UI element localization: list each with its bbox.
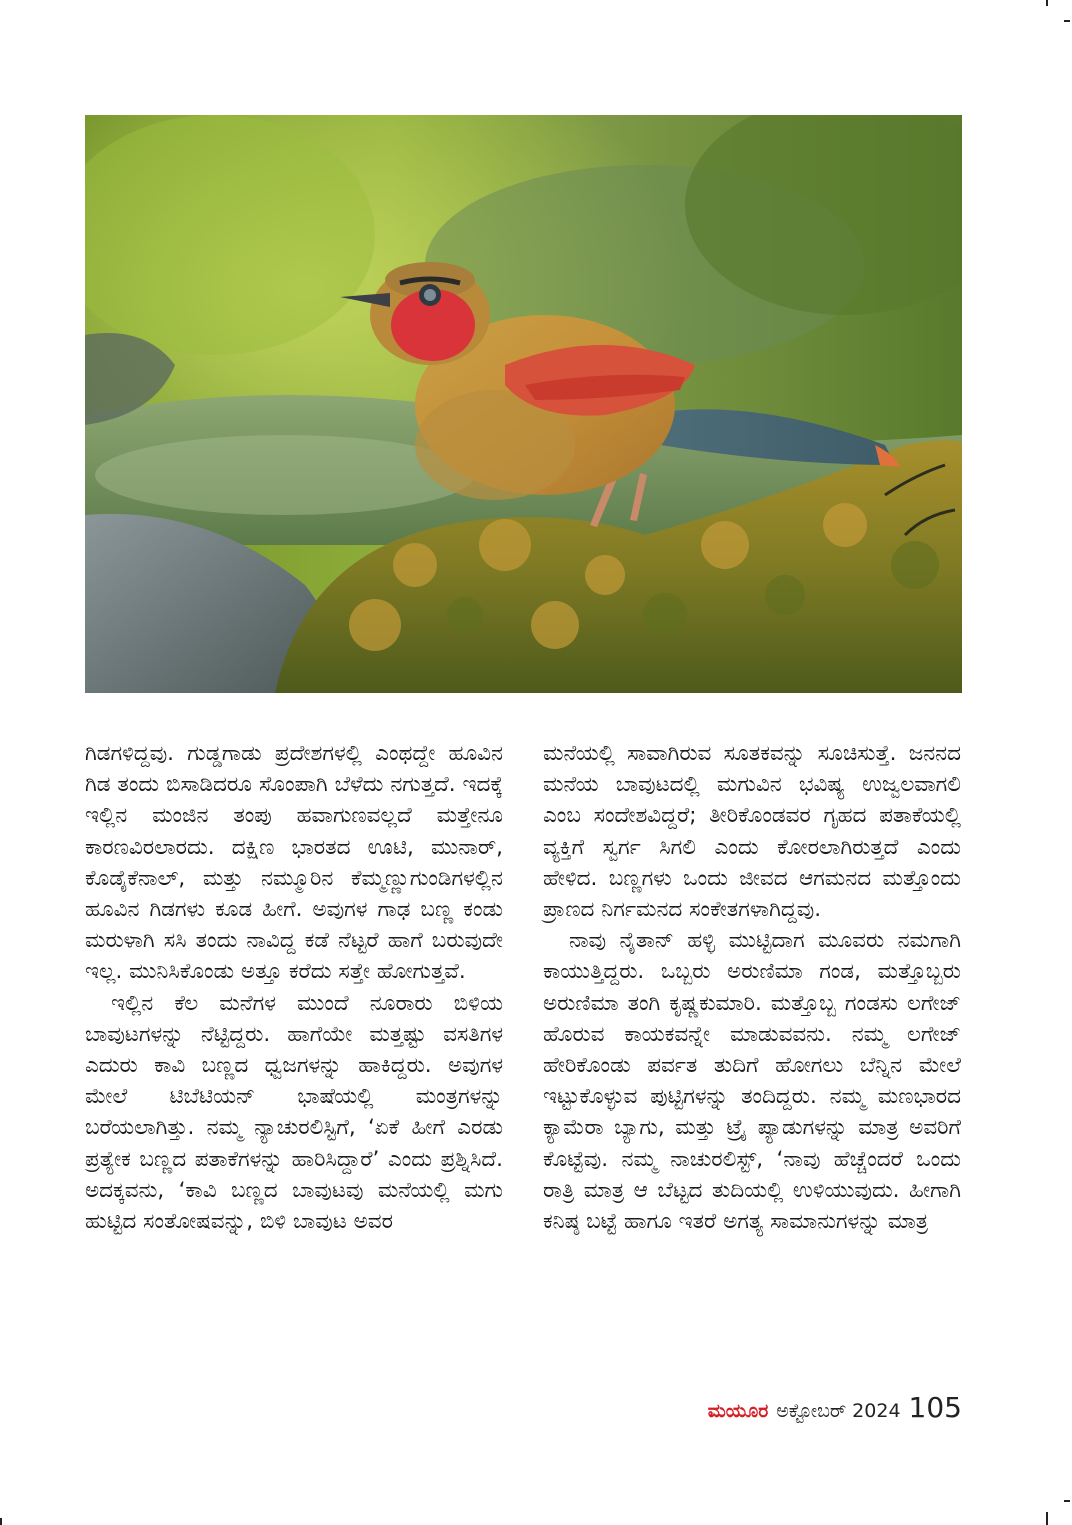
paragraph: ಮನೆಯಲ್ಲಿ ಸಾವಾಗಿರುವ ಸೂತಕವನ್ನು ಸೂಚಿಸುತ್ತೆ. ಜನನದ ಮನೆಯ ಬಾವುಟದಲ್ಲಿ ಮಗುವಿನ ಭವಿಷ್ಯ ಉಜ್ವಲವಾಗಲಿ ಎಂಬ ಸಂದೇಶವಿದ್ದರೆ; ತೀರಿಕೊಂಡವರ ಗೃಹದ ಪತಾಕೆಯಲ್ಲಿ ವ್ಯಕ್ತಿಗೆ ಸ್ವರ್ಗ ಸಿಗಲಿ ಎಂದು ಕೋರಲಾಗಿರುತ್ತದೆ ಎಂದು ಹೇಳಿದ. ಬಣ್ಣಗಳು ಒಂದು ಜೀವದ ಆಗಮನದ ಮತ್ತೊಂದು ಪ್ರಾಣದ ನಿರ್ಗಮನದ ಸಂಕೇತಗಳಾಗಿದ್ದವು. — [543, 741, 961, 923]
text-column-left — [85, 738, 503, 1237]
paragraph: ಗಿಡಗಳಿದ್ದವು. ಗುಡ್ಡಗಾಡು ಪ್ರದೇಶಗಳಲ್ಲಿ ಎಂಥದ್ದೇ ಹೂವಿನ ಗಿಡ ತಂದು ಬಿಸಾಡಿದರೂ ಸೊಂಪಾಗಿ ಬೆಳೆದು ನಗುತ್ತದೆ. ಇದಕ್ಕೆ ಇಲ್ಲಿನ ಮಂಜಿನ ತಂಪು ಹವಾಗುಣವಲ್ಲದೆ ಮತ್ತೇನೂ ಕಾರಣವಿರಲಾರದು. ದಕ್ಷಿಣ ಭಾರತದ ಊಟಿ, ಮುನಾರ್, ಕೊಡೈಕೆನಾಲ್, ಮತ್ತು ನಮ್ಮೂರಿನ ಕೆಮ್ಮಣ್ಣುಗುಂಡಿಗಳಲ್ಲಿನ ಹೂವಿನ ಗಿಡಗಳು ಕೂಡ ಹೀಗೆ. ಅವುಗಳ ಗಾಢ ಬಣ್ಣ ಕಂಡು ಮರುಳಾಗಿ ಸಸಿ ತಂದು ನಾವಿದ್ದ ಕಡೆ ನೆಟ್ಟರೆ ಹಾಗೆ ಬರುವುದೇ ಇಲ್ಲ. ಮುನಿಸಿಕೊಂಡು ಅತ್ತೂ ಕರೆದು ಸತ್ತೇ ಹೋಗುತ್ತವೆ. — [85, 741, 503, 985]
crop-mark — [1046, 1512, 1048, 1525]
issue-date: ಅಕ್ಟೋಬರ್ 2024 — [776, 1400, 901, 1422]
crop-mark — [1064, 1500, 1070, 1502]
magazine-name: ಮಯೂರ — [707, 1400, 769, 1422]
paragraph: ಇಲ್ಲಿನ ಕೆಲ ಮನೆಗಳ ಮುಂದೆ ನೂರಾರು ಬಿಳಿಯ ಬಾವುಟಗಳನ್ನು ನೆಟ್ಟಿದ್ದರು. ಹಾಗೆಯೇ ಮತ್ತಷ್ಟು ವಸತಿಗಳ ಎದುರು ಕಾವಿ ಬಣ್ಣದ ಧ್ವಜಗಳನ್ನು ಹಾಕಿದ್ದರು. ಅವುಗಳ ಮೇಲೆ ಟಿಬೆಟಿಯನ್ ಭಾಷೆಯಲ್ಲಿ ಮಂತ್ರಗಳನ್ನು ಬರೆಯಲಾಗಿತ್ತು. ನಮ್ಮ ನ್ಯಾಚುರಲಿಸ್ಟಿಗೆ, ‘ಏಕೆ ಹೀಗೆ ಎರಡು ಪ್ರತ್ಯೇಕ ಬಣ್ಣದ ಪತಾಕೆಗಳನ್ನು ಹಾರಿಸಿದ್ದಾರೆ’ ಎಂದು ಪ್ರಶ್ನಿಸಿದೆ. ಅದಕ್ಕವನು, ‘ಕಾವಿ ಬಣ್ಣದ ಬಾವುಟವು ಮನೆಯಲ್ಲಿ ಮಗು ಹುಟ್ಟಿದ ಸಂತೋಷವನ್ನು, ಬಿಳಿ ಬಾವುಟ ಅವರ — [85, 990, 503, 1235]
page-footer — [708, 1391, 962, 1424]
paragraph: ನಾವು ನೈತಾನ್ ಹಳ್ಳಿ ಮುಟ್ಟಿದಾಗ ಮೂವರು ನಮಗಾಗಿ ಕಾಯುತ್ತಿದ್ದರು. ಒಬ್ಬರು ಅರುಣಿಮಾ ಗಂಡ, ಮತ್ತೊಬ್ಬರು ಅರುಣಿಮಾ ತಂಗಿ ಕೃಷ್ಣಕುಮಾರಿ. ಮತ್ತೊಬ್ಬ ಗಂಡಸು ಲಗೇಜ್ ಹೊರುವ ಕಾಯಕವನ್ನೇ ಮಾಡುವವನು. ನಮ್ಮ ಲಗೇಜ್ ಹೇರಿಕೊಂಡು ಪರ್ವತ ತುದಿಗೆ ಹೋಗಲು ಬೆನ್ನಿನ ಮೇಲೆ ಇಟ್ಟುಕೊಳ್ಳುವ ಪುಟ್ಟಿಗಳನ್ನು ತಂದಿದ್ದರು. ನಮ್ಮ ಮಣಭಾರದ ಕ್ಯಾಮೆರಾ ಬ್ಯಾಗು, ಮತ್ತು ಟ್ರೈ ಪ್ಯಾಡುಗಳನ್ನು ಮಾತ್ರ ಅವರಿಗೆ ಕೊಟ್ಟೆವು. ನಮ್ಮ ನಾಚುರಲಿಸ್ಟ್, ‘ನಾವು ಹೆಚ್ಚೆಂದರೆ ಒಂದು ರಾತ್ರಿ ಮಾತ್ರ ಆ ಬೆಟ್ಟದ ತುದಿಯಲ್ಲಿ ಉಳಿಯುವುದು. ಹೀಗಾಗಿ ಕನಿಷ್ಠ ಬಟ್ಟೆ ಹಾಗೂ ಇತರೆ ಅಗತ್ಯ ಸಾಮಾನುಗಳನ್ನು ಮಾತ್ರ — [543, 928, 961, 1235]
crop-mark — [1046, 0, 1048, 6]
text-column-right — [543, 738, 961, 1237]
page-number: 105 — [908, 1391, 962, 1424]
crop-mark — [1064, 20, 1070, 22]
bird-photo — [85, 115, 962, 693]
crop-mark — [0, 1518, 2, 1525]
